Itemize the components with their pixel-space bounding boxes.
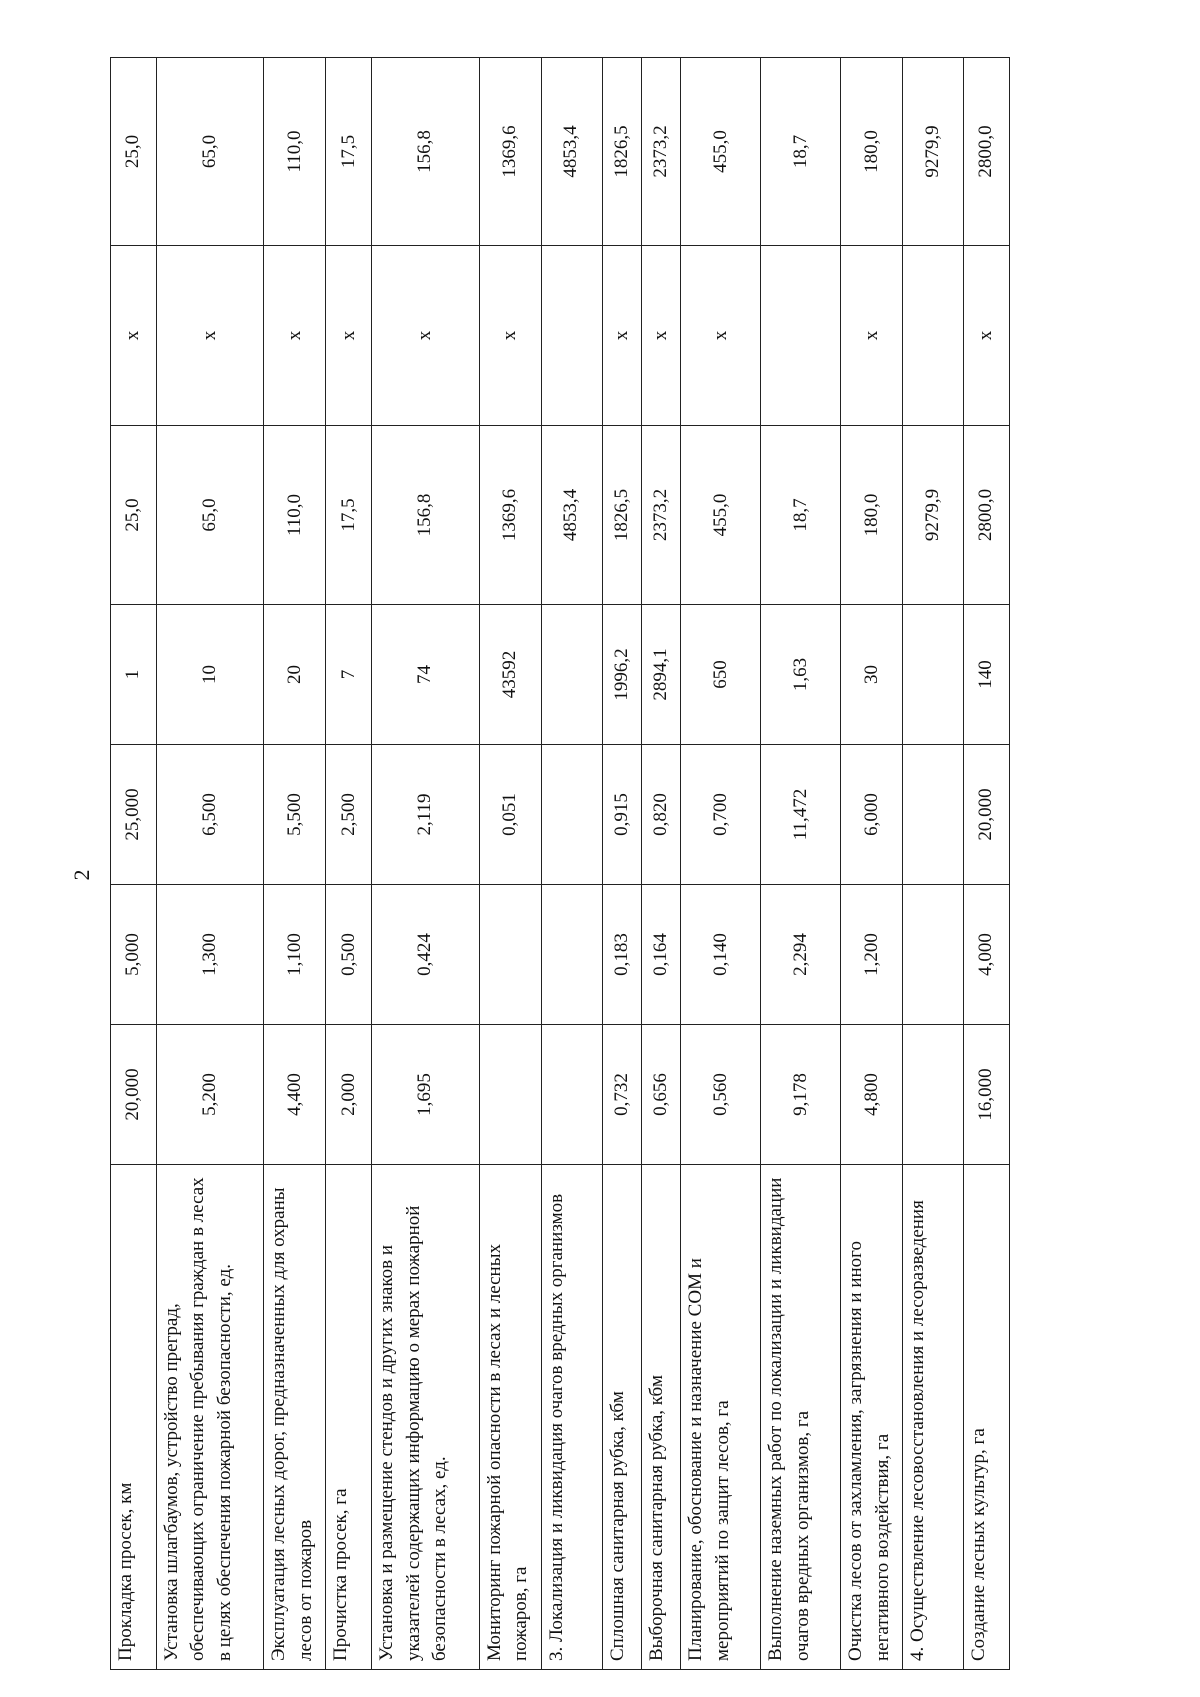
cell-d: 43592	[479, 605, 541, 745]
cell-a: 9,178	[761, 1025, 841, 1165]
cell-f: х	[111, 246, 157, 426]
cell-g: 17,5	[326, 58, 372, 246]
cell-b	[903, 885, 964, 1025]
cell-f: х	[372, 246, 480, 426]
work-name: 4. Осуществление лесовосстановления и лесоразведения	[903, 1165, 964, 1670]
table-row	[964, 58, 1010, 1670]
cell-f	[903, 246, 964, 426]
cell-d: 2894,1	[642, 605, 681, 745]
table-row	[602, 58, 641, 1670]
cell-c: 25,000	[111, 745, 157, 885]
work-name: Установка и размещение стендов и других знаков и указателей содержащих информацию о мерах пожарной безопасности в лесах, ед.	[372, 1165, 480, 1670]
cell-b	[541, 885, 602, 1025]
cell-c: 0,051	[479, 745, 541, 885]
cell-d: 140	[964, 605, 1010, 745]
table-row	[841, 58, 903, 1670]
cell-a: 0,732	[602, 1025, 641, 1165]
cell-b: 2,294	[761, 885, 841, 1025]
cell-g: 25,0	[111, 58, 157, 246]
cell-e: 9279,9	[903, 426, 964, 605]
cell-c: 5,500	[264, 745, 326, 885]
cell-a	[541, 1025, 602, 1165]
cell-f: х	[479, 246, 541, 426]
work-name: 3. Локализация и ликвидация очагов вредных организмов	[541, 1165, 602, 1670]
cell-a: 2,000	[326, 1025, 372, 1165]
cell-g: 18,7	[761, 58, 841, 246]
cell-d: 1996,2	[602, 605, 641, 745]
cell-g: 1826,5	[602, 58, 641, 246]
cell-a: 20,000	[111, 1025, 157, 1165]
cell-e: 2800,0	[964, 426, 1010, 605]
work-name: Выборочная санитарная рубка, кбм	[642, 1165, 681, 1670]
cell-f: х	[642, 246, 681, 426]
table-row	[264, 58, 326, 1670]
cell-e: 110,0	[264, 426, 326, 605]
cell-b: 0,500	[326, 885, 372, 1025]
cell-e: 156,8	[372, 426, 480, 605]
work-name: Сплошная санитарная рубка, кбм	[602, 1165, 641, 1670]
cell-c: 11,472	[761, 745, 841, 885]
cell-g: 2373,2	[642, 58, 681, 246]
cell-b: 0,183	[602, 885, 641, 1025]
cell-f: х	[602, 246, 641, 426]
cell-g: 1369,6	[479, 58, 541, 246]
cell-e: 25,0	[111, 426, 157, 605]
cell-b: 1,100	[264, 885, 326, 1025]
cell-b: 5,000	[111, 885, 157, 1025]
cell-a	[903, 1025, 964, 1165]
cell-e: 1826,5	[602, 426, 641, 605]
cell-a: 16,000	[964, 1025, 1010, 1165]
cell-f: х	[681, 246, 761, 426]
cell-c: 0,700	[681, 745, 761, 885]
cell-c: 0,820	[642, 745, 681, 885]
cell-g: 9279,9	[903, 58, 964, 246]
cell-e: 4853,4	[541, 426, 602, 605]
cell-f: х	[326, 246, 372, 426]
table-row	[761, 58, 841, 1670]
cell-d: 20	[264, 605, 326, 745]
cell-d: 74	[372, 605, 480, 745]
cell-g: 2800,0	[964, 58, 1010, 246]
table-row	[156, 58, 264, 1670]
cell-b: 0,424	[372, 885, 480, 1025]
cell-d: 1	[111, 605, 157, 745]
cell-c: 6,500	[156, 745, 264, 885]
cell-b: 4,000	[964, 885, 1010, 1025]
cell-d: 30	[841, 605, 903, 745]
cell-b	[479, 885, 541, 1025]
table-row	[903, 58, 964, 1670]
table-row	[479, 58, 541, 1670]
cell-e: 1369,6	[479, 426, 541, 605]
cell-b: 1,300	[156, 885, 264, 1025]
cell-d: 7	[326, 605, 372, 745]
cell-f: х	[964, 246, 1010, 426]
cell-c	[903, 745, 964, 885]
cell-c: 2,119	[372, 745, 480, 885]
cell-f: х	[841, 246, 903, 426]
cell-d: 10	[156, 605, 264, 745]
cell-a: 4,800	[841, 1025, 903, 1165]
cell-g: 110,0	[264, 58, 326, 246]
cell-g: 65,0	[156, 58, 264, 246]
work-name: Прокладка просек, км	[111, 1165, 157, 1670]
table-row	[642, 58, 681, 1670]
cell-f	[541, 246, 602, 426]
cell-d	[541, 605, 602, 745]
cell-c	[541, 745, 602, 885]
cell-f	[761, 246, 841, 426]
table-row	[111, 58, 157, 1670]
work-name: Выполнение наземных работ по локализации и ликвидации очагов вредных организмов, га	[761, 1165, 841, 1670]
cell-c: 6,000	[841, 745, 903, 885]
work-name: Очистка лесов от захламления, загрязнения и иного негативного воздействия, га	[841, 1165, 903, 1670]
cell-e: 180,0	[841, 426, 903, 605]
cell-e: 17,5	[326, 426, 372, 605]
cell-e: 455,0	[681, 426, 761, 605]
cell-e: 18,7	[761, 426, 841, 605]
cell-e: 65,0	[156, 426, 264, 605]
cell-c: 0,915	[602, 745, 641, 885]
cell-d: 1,63	[761, 605, 841, 745]
cell-a: 1,695	[372, 1025, 480, 1165]
work-name: Планирование, обоснование и назначение СОМ и мероприятий по защит лесов, га	[681, 1165, 761, 1670]
work-name: Эксплуатация лесных дорог, предназначенных для охраны лесов от пожаров	[264, 1165, 326, 1670]
rotated-table-container	[110, 58, 1010, 1670]
cell-a: 0,560	[681, 1025, 761, 1165]
cell-d	[903, 605, 964, 745]
table-row	[541, 58, 602, 1670]
work-name: Мониторинг пожарной опасности в лесах и лесных пожаров, га	[479, 1165, 541, 1670]
forest-works-table	[110, 57, 1010, 1670]
cell-c: 20,000	[964, 745, 1010, 885]
cell-b: 0,140	[681, 885, 761, 1025]
work-name: Создание лесных культур, га	[964, 1165, 1010, 1670]
cell-a: 0,656	[642, 1025, 681, 1165]
cell-c: 2,500	[326, 745, 372, 885]
work-name: Установка шлагбаумов, устройство преград, обеспечивающих ограничение пребывания граждан в лесах в целях обеспечения пожарной безопасности, ед.	[156, 1165, 264, 1670]
cell-e: 2373,2	[642, 426, 681, 605]
cell-g: 180,0	[841, 58, 903, 246]
cell-a: 4,400	[264, 1025, 326, 1165]
cell-f: х	[156, 246, 264, 426]
cell-g: 455,0	[681, 58, 761, 246]
cell-g: 4853,4	[541, 58, 602, 246]
cell-b: 0,164	[642, 885, 681, 1025]
cell-b: 1,200	[841, 885, 903, 1025]
cell-a	[479, 1025, 541, 1165]
table-row	[372, 58, 480, 1670]
cell-a: 5,200	[156, 1025, 264, 1165]
cell-g: 156,8	[372, 58, 480, 246]
cell-d: 650	[681, 605, 761, 745]
page-number: 2	[69, 869, 94, 881]
table-row	[681, 58, 761, 1670]
table-row	[326, 58, 372, 1670]
cell-f: х	[264, 246, 326, 426]
work-name: Прочистка просек, га	[326, 1165, 372, 1670]
